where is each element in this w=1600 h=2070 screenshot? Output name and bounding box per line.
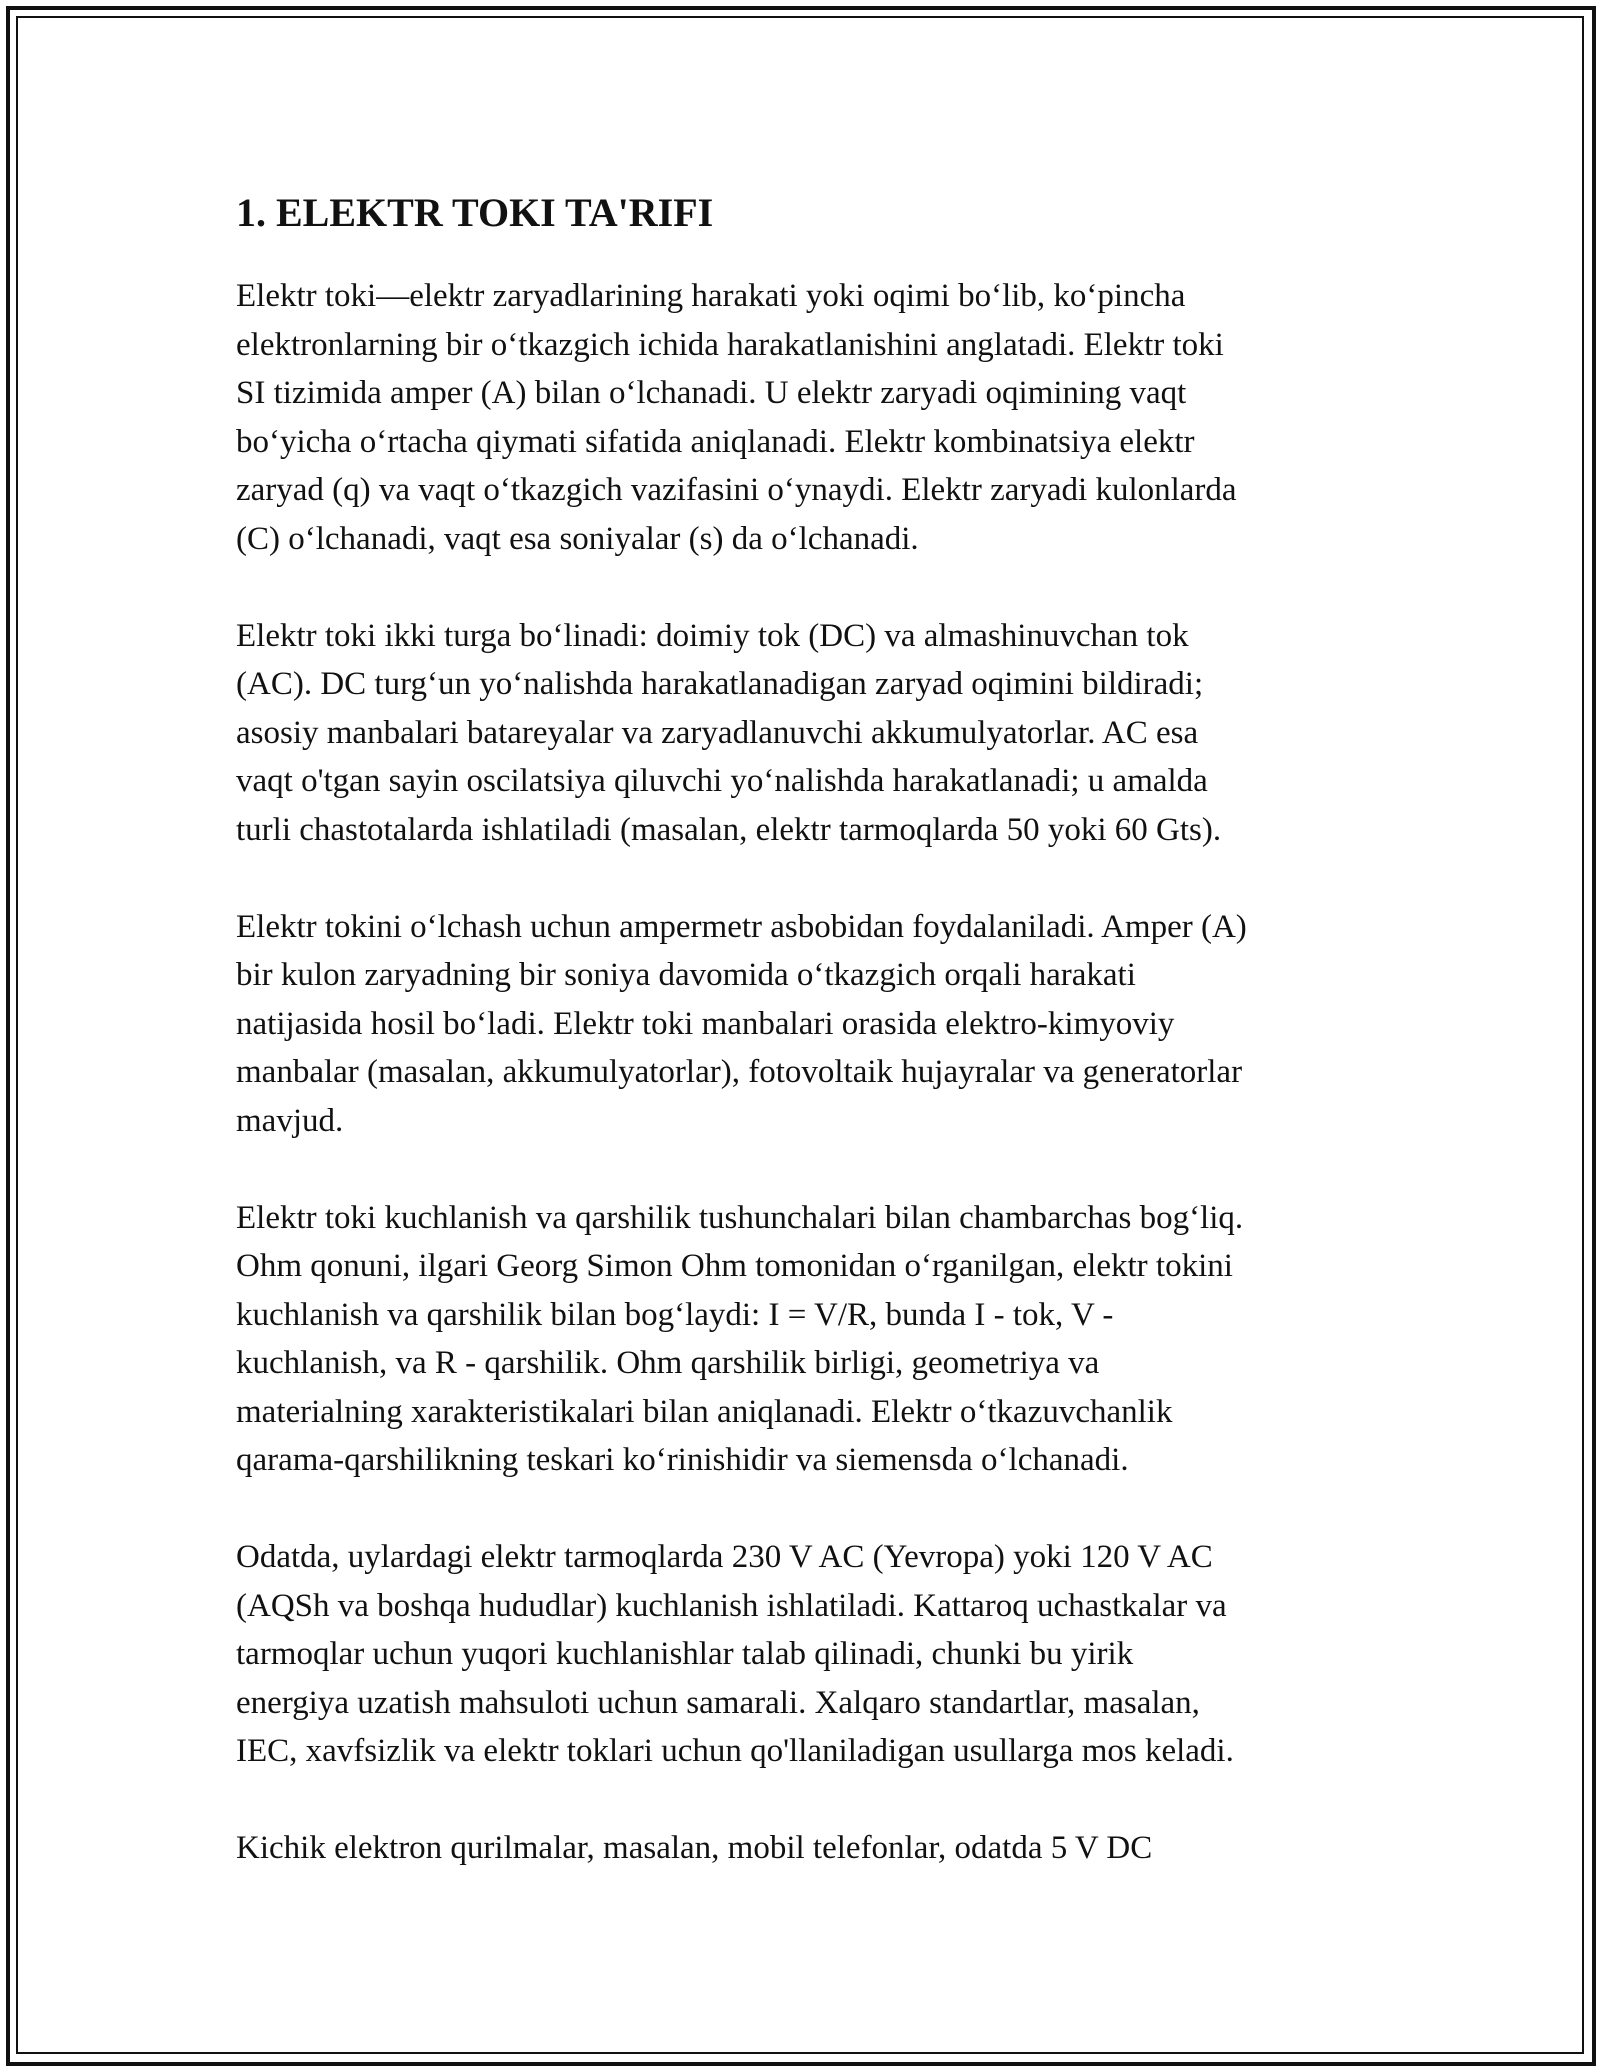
text-line: IEC, xavfsizlik va elektr toklari uchun qo'llaniladigan usullarga mos keladi. <box>236 1733 1234 1769</box>
text-line: bir kulon zaryadning bir soniya davomida o‘tkazgich orqali harakati <box>236 957 1136 993</box>
text-line: kuchlanish va qarshilik bilan bog‘laydi: I = V/R, bunda I - tok, V - <box>236 1296 1114 1333</box>
text-line: kuchlanish, va R - qarshilik. Ohm qarshilik birligi, geometriya va <box>236 1345 1100 1381</box>
text-line: Elektr toki kuchlanish va qarshilik tushunchalari bilan chambarchas bog‘liq. <box>236 1199 1244 1236</box>
paragraph-measurement <box>236 903 1386 1146</box>
paragraph-ohms-law <box>236 1194 1386 1485</box>
text-line: (AC). DC turg‘un yo‘nalishda harakatlanadigan zaryad oqimini bildiradi; <box>236 666 1204 702</box>
text-line: (C) o‘lchanadi, vaqt esa soniyalar (s) da o‘lchanadi. <box>236 520 919 557</box>
text-line: materialning xarakteristikalari bilan aniqlanadi. Elektr o‘tkazuvchanlik <box>236 1393 1173 1430</box>
text-line: tarmoqlar uchun yuqori kuchlanishlar talab qilinadi, chunki bu yirik <box>236 1636 1134 1672</box>
section-heading: 1. ELEKTR TOKI TA'RIFI <box>236 190 714 235</box>
paragraph-definition <box>236 272 1386 563</box>
text-line: Ohm qonuni, ilgari Georg Simon Ohm tomonidan o‘rganilgan, elektr tokini <box>236 1248 1233 1284</box>
text-line: Elektr tokini o‘lchash uchun ampermetr asbobidan foydalaniladi. Amper (A) <box>236 908 1247 945</box>
paragraph-types <box>236 612 1386 855</box>
text-line: natijasida hosil bo‘ladi. Elektr toki manbalari orasida elektro-kimyoviy <box>236 1005 1175 1042</box>
text-line: Kichik elektron qurilmalar, masalan, mobil telefonlar, odatda 5 V DC <box>236 1830 1153 1866</box>
text-line: turli chastotalarda ishlatiladi (masalan, elektr tarmoqlarda 50 yoki 60 Gts). <box>236 811 1222 848</box>
text-line: asosiy manbalari batareyalar va zaryadlanuvchi akkumulyatorlar. AC esa <box>236 714 1199 751</box>
text-line: manbalar (masalan, akkumulyatorlar), fotovoltaik hujayralar va generatorlar <box>236 1054 1243 1090</box>
text-line: (AQSh va boshqa hududlar) kuchlanish ishlatiladi. Kattaroq uchastkalar va <box>236 1587 1227 1624</box>
text-line: zaryad (q) va vaqt o‘tkazgich vazifasini o‘ynaydi. Elektr zaryadi kulonlarda <box>236 472 1237 508</box>
paragraph-household-voltage <box>236 1533 1386 1776</box>
paragraph-small-devices <box>236 1824 1386 1873</box>
text-line: energiya uzatish mahsuloti uchun samarali. Xalqaro standartlar, masalan, <box>236 1684 1200 1721</box>
text-line: Elektr toki ikki turga bo‘linadi: doimiy tok (DC) va almashinuvchan tok <box>236 617 1189 654</box>
text-line: SI tizimida amper (A) bilan o‘lchanadi. U elektr zaryadi oqimining vaqt <box>236 375 1187 411</box>
text-line: qarama-qarshilikning teskari ko‘rinishidir va siemensda o‘lchanadi. <box>236 1442 1129 1478</box>
text-line: elektronlarning bir o‘tkazgich ichida harakatlanishini anglatadi. Elektr toki <box>236 326 1224 363</box>
text-line: Elektr toki—elektr zaryadlarining harakati yoki oqimi bo‘lib, ko‘pincha <box>236 278 1186 314</box>
text-line: Odatda, uylardagi elektr tarmoqlarda 230 V AC (Yevropa) yoki 120 V AC <box>236 1539 1213 1575</box>
text-line: bo‘yicha o‘rtacha qiymati sifatida aniqlanadi. Elektr kombinatsiya elektr <box>236 423 1195 460</box>
document-body <box>236 180 1386 1921</box>
text-line: mavjud. <box>236 1102 344 1139</box>
text-line: vaqt o'tgan sayin oscilatsiya qiluvchi yo‘nalishda harakatlanadi; u amalda <box>236 763 1208 799</box>
